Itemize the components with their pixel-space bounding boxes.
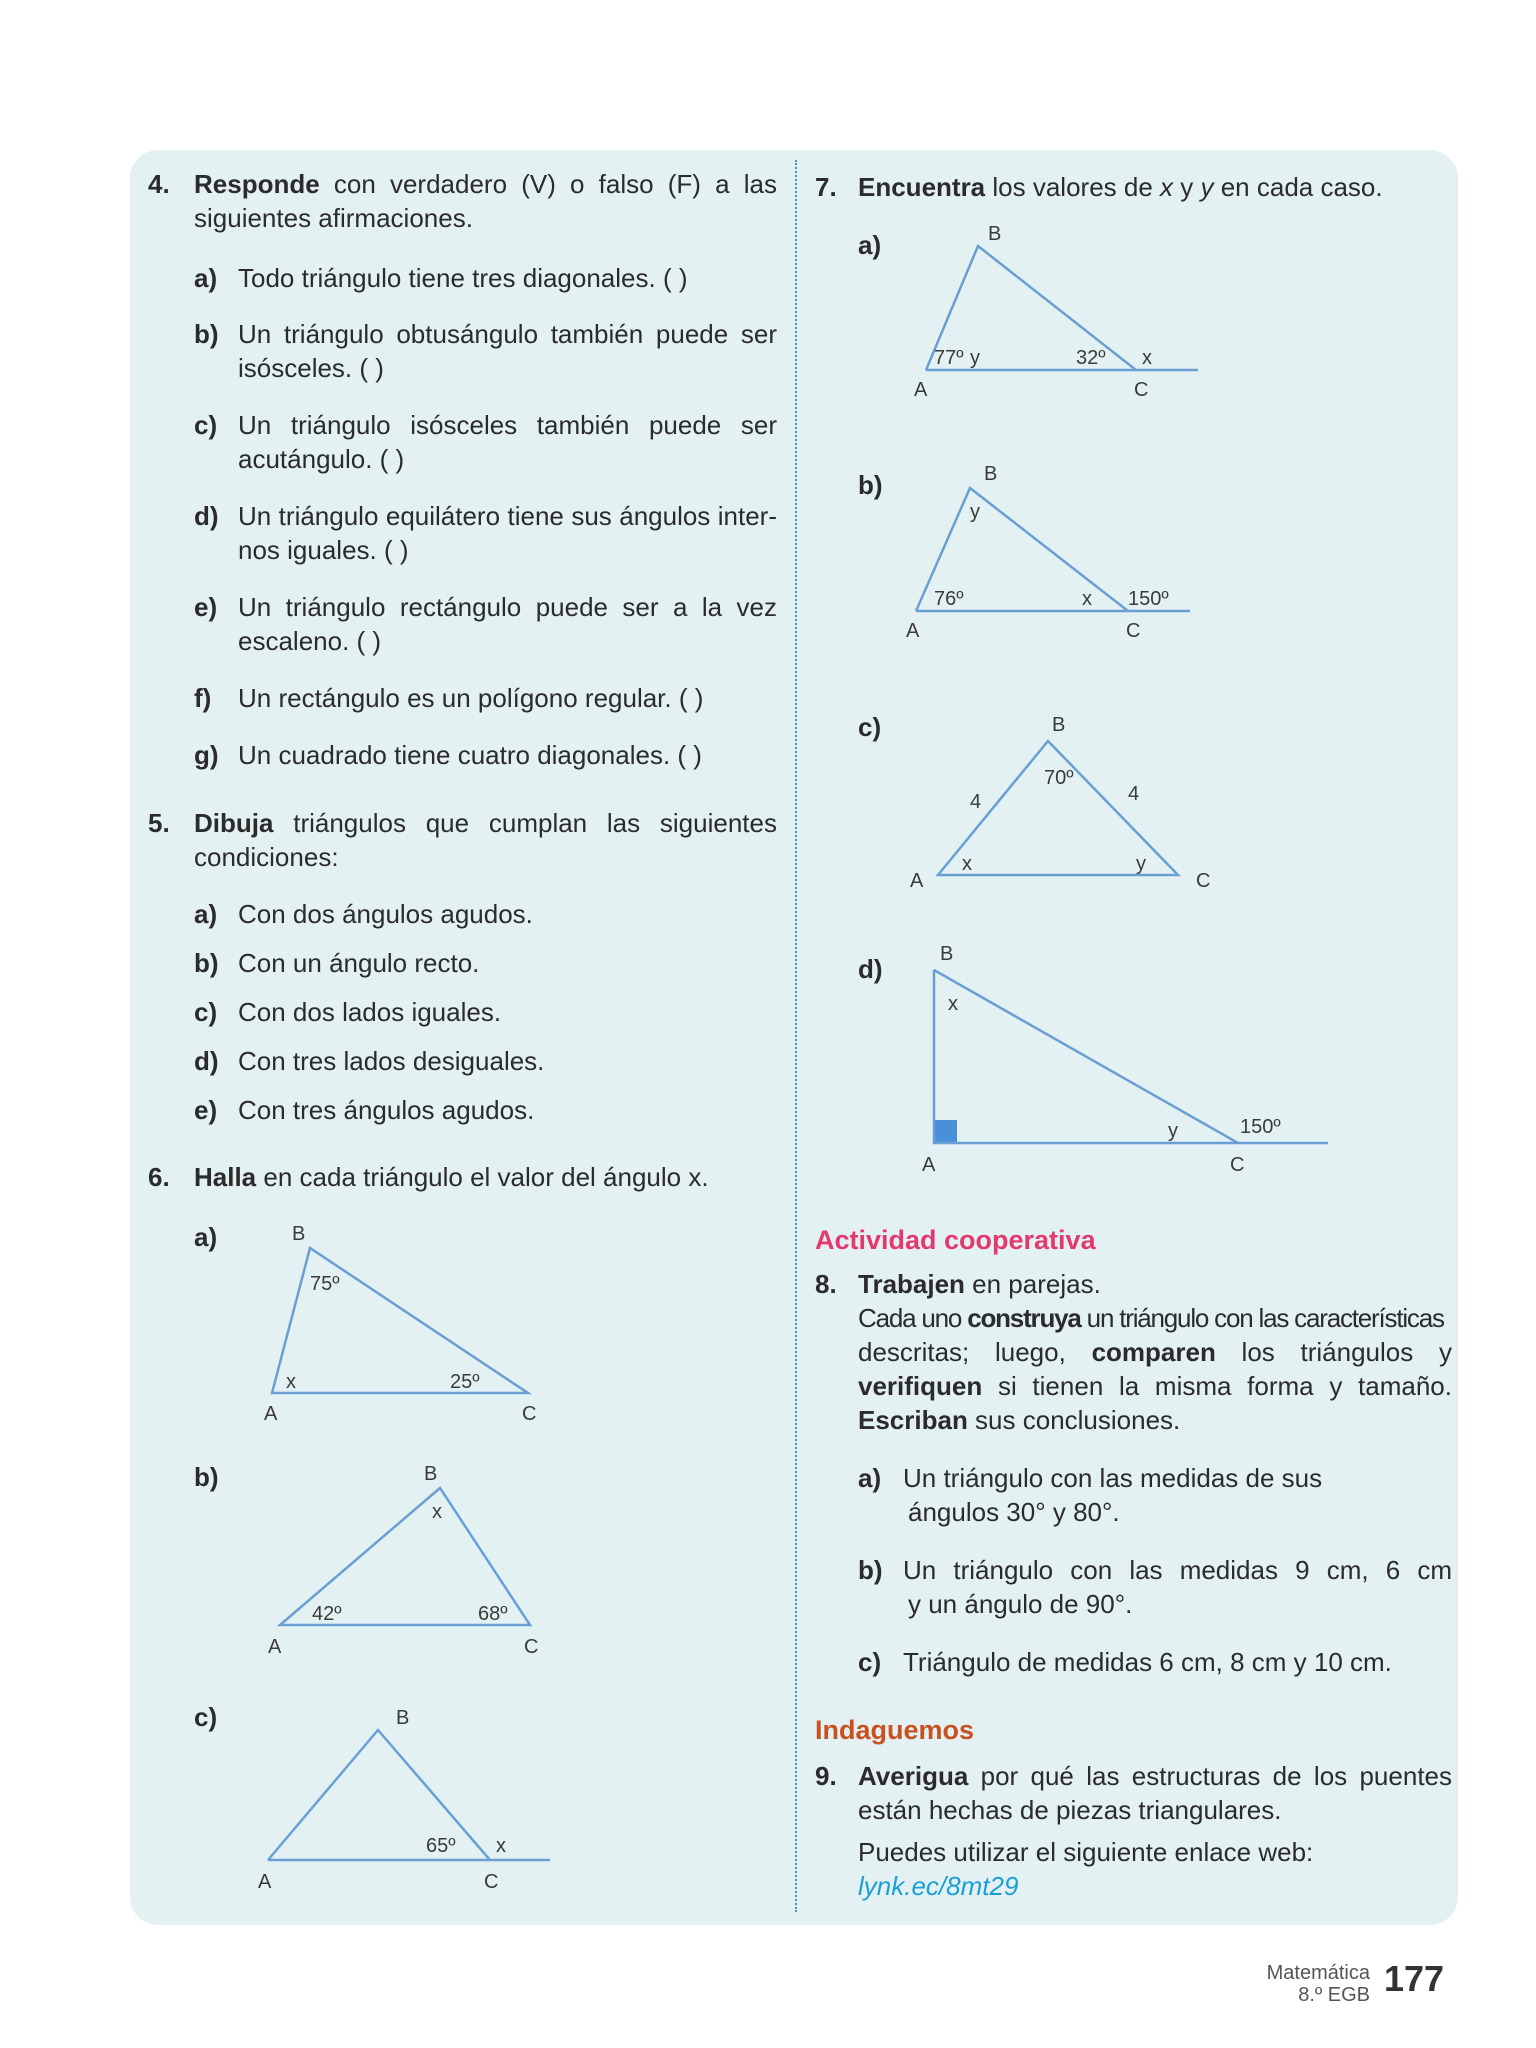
q5-statement-line2: condiciones: <box>194 842 339 872</box>
q9-line3: Puedes utilizar el siguiente enlace web: <box>858 1837 1314 1867</box>
q4-item-a-letter: a) <box>194 263 218 293</box>
q6-b-angle-B: x <box>432 1501 442 1523</box>
q7-a-letter: a) <box>858 230 882 260</box>
q5-statement: Dibuja triángulos que cumplan las siguientes <box>194 808 777 838</box>
q4-item-d-line1: Un triángulo equilátero tiene sus ángulos inter- <box>238 501 777 531</box>
q7-a-triangle <box>900 220 1220 410</box>
q5-item-c-letter: c) <box>194 997 218 1027</box>
q8-item-c: Triángulo de medidas 6 cm, 8 cm y 10 cm. <box>903 1647 1392 1677</box>
q7-statement: Encuentra los valores de x y y en cada caso. <box>858 172 1383 202</box>
q7-d-x: x <box>948 993 958 1015</box>
q5-item-a-letter: a) <box>194 899 218 929</box>
q7-c-letter: c) <box>858 712 882 742</box>
q4-item-g: Un cuadrado tiene cuatro diagonales. ( ) <box>238 740 702 770</box>
q7-d-ext: 150º <box>1240 1116 1281 1138</box>
q4-item-d-letter: d) <box>194 501 219 531</box>
q8-item-b-letter: b) <box>858 1555 883 1585</box>
q5-item-b: Con un ángulo recto. <box>238 948 480 978</box>
q8-line4: verifiquen si tienen la misma forma y tamaño. <box>858 1371 1452 1401</box>
q4-item-e-letter: e) <box>194 592 218 622</box>
q7-c-side-AB: 4 <box>970 791 982 813</box>
q6-a-triangle <box>250 1220 550 1430</box>
q6-statement: Halla en cada triángulo el valor del ángulo x. <box>194 1162 709 1192</box>
q7-d-right-angle-mark <box>934 1120 957 1143</box>
q5-item-b-letter: b) <box>194 948 219 978</box>
q6-b-angle-C: 68º <box>478 1603 508 1625</box>
q8-item-a-line2: ángulos 30° y 80°. <box>908 1497 1120 1527</box>
q7-a-label-B: B <box>988 223 1002 245</box>
q7-b-label-A: A <box>906 620 920 642</box>
q7-c-label-B: B <box>1052 714 1066 736</box>
q5-item-e-letter: e) <box>194 1095 218 1125</box>
q8-item-a-letter: a) <box>858 1463 882 1493</box>
q6-c-sides <box>268 1730 490 1860</box>
q6-c-ext-x: x <box>496 1835 506 1857</box>
footer-subject: Matemática <box>1266 1962 1370 1984</box>
q4-item-d-line2: nos iguales. ( ) <box>238 535 409 565</box>
q5-item-d-letter: d) <box>194 1046 219 1076</box>
q7-d-triangle <box>900 940 1340 1180</box>
q7-c-triangle <box>900 705 1220 895</box>
q7-d-y: y <box>1168 1120 1178 1142</box>
q4-item-c-line2: acutángulo. ( ) <box>238 444 405 474</box>
q4-statement-line2: siguientes afirmaciones. <box>194 203 473 233</box>
q5-item-c: Con dos lados iguales. <box>238 997 502 1027</box>
q7-d-letter: d) <box>858 954 883 984</box>
q9-line1: Averigua por qué las estructuras de los puentes <box>858 1761 1452 1791</box>
q7-a-label-C: C <box>1134 379 1149 401</box>
q5-item-e: Con tres ángulos agudos. <box>238 1095 535 1125</box>
q7-c-label-C: C <box>1196 870 1211 892</box>
q4-item-b-line2: isósceles. ( ) <box>238 353 384 383</box>
q8-line3: descritas; luego, comparen los triángulos y <box>858 1337 1452 1367</box>
q6-number: 6. <box>148 1162 170 1192</box>
q8-line2: Cada uno construya un triángulo con las características <box>858 1303 1444 1333</box>
q7-b-y: y <box>970 501 980 523</box>
q7-c-y: y <box>1136 853 1146 875</box>
q7-b-ext: 150º <box>1128 588 1169 610</box>
q6-c-label-A: A <box>258 1871 272 1893</box>
q6-b-triangle <box>260 1460 560 1670</box>
q8-item-b-line1: Un triángulo con las medidas 9 cm, 6 cm <box>903 1555 1452 1585</box>
q6-a-angle-A: x <box>286 1371 296 1393</box>
footer-grade: 8.º EGB <box>1298 1984 1370 2006</box>
q6-c-letter: c) <box>194 1702 218 1732</box>
q6-a-angle-C: 25º <box>450 1371 480 1393</box>
q8-line5: Escriban sus conclusiones. <box>858 1405 1181 1435</box>
q6-a-label-B: B <box>292 1223 306 1245</box>
q7-b-label-B: B <box>984 463 998 485</box>
q4-item-a: Todo triángulo tiene tres diagonales. ( ) <box>238 263 688 293</box>
q7-a-x: x <box>1142 347 1152 369</box>
q6-b-label-B: B <box>424 1463 438 1485</box>
q6-a-letter: a) <box>194 1222 218 1252</box>
q8-number: 8. <box>815 1269 837 1299</box>
q4-item-f: Un rectángulo es un polígono regular. ( ) <box>238 683 704 713</box>
q6-c-triangle <box>250 1700 580 1900</box>
q7-c-label-A: A <box>910 870 924 892</box>
q7-c-x: x <box>962 853 972 875</box>
q8-item-a-line1: Un triángulo con las medidas de sus <box>903 1463 1323 1493</box>
q8-item-b-line2: y un ángulo de 90°. <box>908 1589 1133 1619</box>
q4-item-b-line1: Un triángulo obtusángulo también puede ser <box>238 319 777 349</box>
q7-number: 7. <box>815 172 837 202</box>
coop-title: Actividad cooperativa <box>815 1225 1096 1255</box>
q5-number: 5. <box>148 808 170 838</box>
q7-b-x: x <box>1082 588 1092 610</box>
q7-c-side-BC: 4 <box>1128 783 1140 805</box>
q6-b-label-A: A <box>268 1636 282 1658</box>
q4-number: 4. <box>148 169 170 199</box>
q9-web-link[interactable]: lynk.ec/8mt29 <box>858 1871 1019 1901</box>
q9-line2: están hechas de piezas triangulares. <box>858 1795 1282 1825</box>
q4-item-g-letter: g) <box>194 740 219 770</box>
q4-item-e-line1: Un triángulo rectángulo puede ser a la vez <box>238 592 777 622</box>
q7-d-label-B: B <box>940 943 954 965</box>
q4-item-c-line1: Un triángulo isósceles también puede ser <box>238 410 777 440</box>
q5-item-d: Con tres lados desiguales. <box>238 1046 545 1076</box>
q7-c-angle-B: 70º <box>1044 767 1074 789</box>
q4-statement: Responde con verdadero (V) o falso (F) a las <box>194 169 777 199</box>
q7-d-label-A: A <box>922 1154 936 1176</box>
indag-title: Indaguemos <box>815 1715 975 1745</box>
column-divider <box>795 160 797 1912</box>
q6-a-label-C: C <box>522 1403 537 1425</box>
page-number: 177 <box>1384 1958 1445 1999</box>
q6-c-label-C: C <box>484 1871 499 1893</box>
q7-b-triangle <box>900 460 1220 650</box>
q7-b-label-C: C <box>1126 620 1141 642</box>
q6-a-label-A: A <box>264 1403 278 1425</box>
q6-b-label-C: C <box>524 1636 539 1658</box>
q7-b-angle-A: 76º <box>934 588 964 610</box>
q6-b-angle-A: 42º <box>312 1603 342 1625</box>
q6-c-angle-C: 65º <box>426 1835 456 1857</box>
q6-b-letter: b) <box>194 1462 219 1492</box>
q7-d-hypotenuse <box>934 970 1238 1143</box>
q9-number: 9. <box>815 1761 837 1791</box>
q7-d-label-C: C <box>1230 1154 1245 1176</box>
q4-item-f-letter: f) <box>194 683 212 713</box>
q8-line1: Trabajen en parejas. <box>858 1269 1101 1299</box>
q7-b-letter: b) <box>858 470 883 500</box>
q5-item-a: Con dos ángulos agudos. <box>238 899 533 929</box>
q6-a-angle-B: 75º <box>310 1273 340 1295</box>
q4-item-e-line2: escaleno. ( ) <box>238 626 382 656</box>
q7-a-label-A: A <box>914 379 928 401</box>
q8-item-c-letter: c) <box>858 1647 882 1677</box>
q6-c-label-B: B <box>396 1707 410 1729</box>
q7-a-y: y <box>970 347 980 369</box>
q4-item-c-letter: c) <box>194 410 218 440</box>
q6-a-shape <box>272 1248 528 1393</box>
q7-a-angle-C: 32º <box>1076 347 1106 369</box>
q4-item-b-letter: b) <box>194 319 219 349</box>
q7-a-angle-A: 77º <box>934 347 964 369</box>
